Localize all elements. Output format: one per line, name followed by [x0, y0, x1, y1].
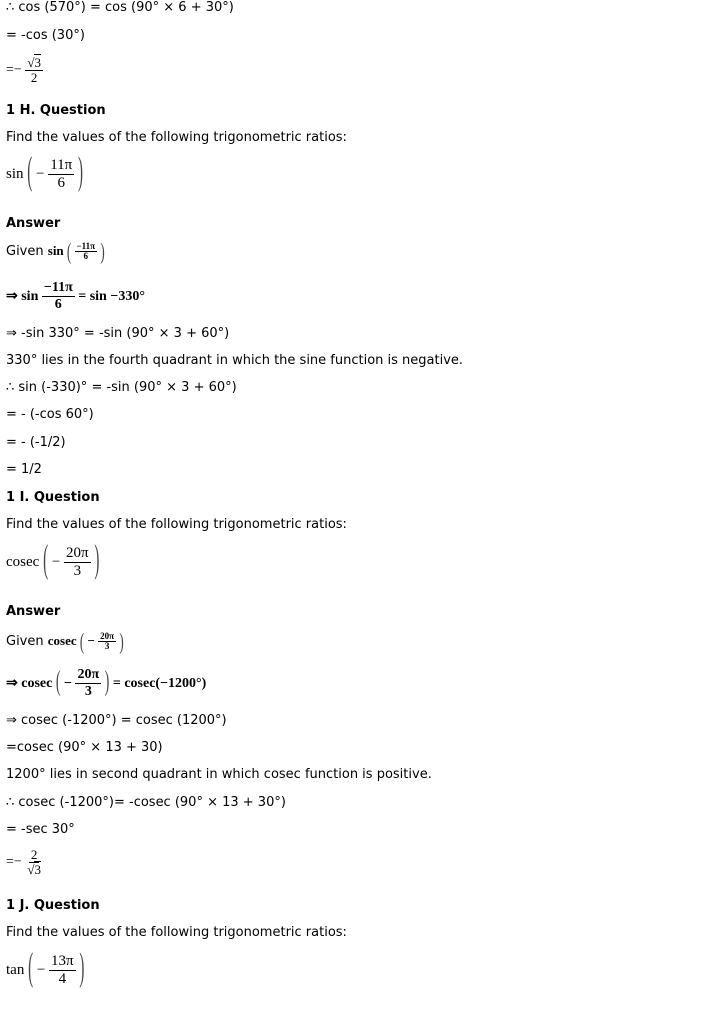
text-line: = 1/2: [6, 462, 42, 477]
text-line: = -cos (30°): [6, 28, 85, 43]
question-heading-1i: 1 I. Question: [6, 490, 100, 505]
math-step-sin-330: ⇒ sin $\frac{-11\pi}{6}$ = sin −330°: [6, 280, 145, 312]
text-line: ∴ sin (-330)° = -sin (90° × 3 + 60°): [6, 380, 237, 395]
answer-label: Answer: [6, 216, 61, 231]
given-line: Given cosec ( − $\frac{20\pi}{3}$ ): [6, 627, 124, 655]
math-neg-2-over-sqrt3: =− $\frac{2}{√3}$: [6, 847, 41, 877]
text-line: = - (-1/2): [6, 435, 66, 450]
text-line: ⇒ -sin 330° = -sin (90° × 3 + 60°): [6, 326, 230, 341]
math-sin-neg-11pi-over-6: sin ( − $\frac{11\pi}{6}$ ): [6, 152, 84, 195]
question-prompt: Find the values of the following trigonometric ratios:: [6, 925, 347, 940]
math-tan-neg-13pi-over-4: tan ( − $\frac{13\pi}{4}$ ): [6, 948, 85, 991]
question-prompt: Find the values of the following trigonometric ratios:: [6, 130, 347, 145]
given-line: Given sin ( $\frac{-11\pi}{6}$ ): [6, 237, 105, 265]
text-line: ⇒ cosec (-1200°) = cosec (1200°): [6, 713, 227, 728]
question-prompt: Find the values of the following trigonometric ratios:: [6, 517, 347, 532]
math-step-cosec-1200: ⇒ cosec ( − $\frac{20\pi}{3}$ ) = cosec(−1200°): [6, 667, 207, 699]
text-line: = - (-cos 60°): [6, 407, 94, 422]
math-neg-sqrt3-over-2: =− $\frac{√3}{2}$: [6, 55, 41, 85]
question-heading-1h: 1 H. Question: [6, 103, 106, 118]
text-line: ∴ cosec (-1200°)= -cosec (90° × 13 + 30°): [6, 795, 286, 810]
question-heading-1j: 1 J. Question: [6, 898, 100, 913]
answer-label: Answer: [6, 604, 61, 619]
text-line: 330° lies in the fourth quadrant in which the sine function is negative.: [6, 353, 464, 368]
text-line: = -sec 30°: [6, 822, 75, 837]
text-line: 1200° lies in second quadrant in which cosec function is positive.: [6, 767, 432, 782]
text-line: ∴ cos (570°) = cos (90° × 6 + 30°): [6, 0, 234, 15]
text-line: =cosec (90° × 13 + 30): [6, 740, 163, 755]
math-cosec-neg-20pi-over-3: cosec ( − $\frac{20\pi}{3}$ ): [6, 540, 100, 583]
